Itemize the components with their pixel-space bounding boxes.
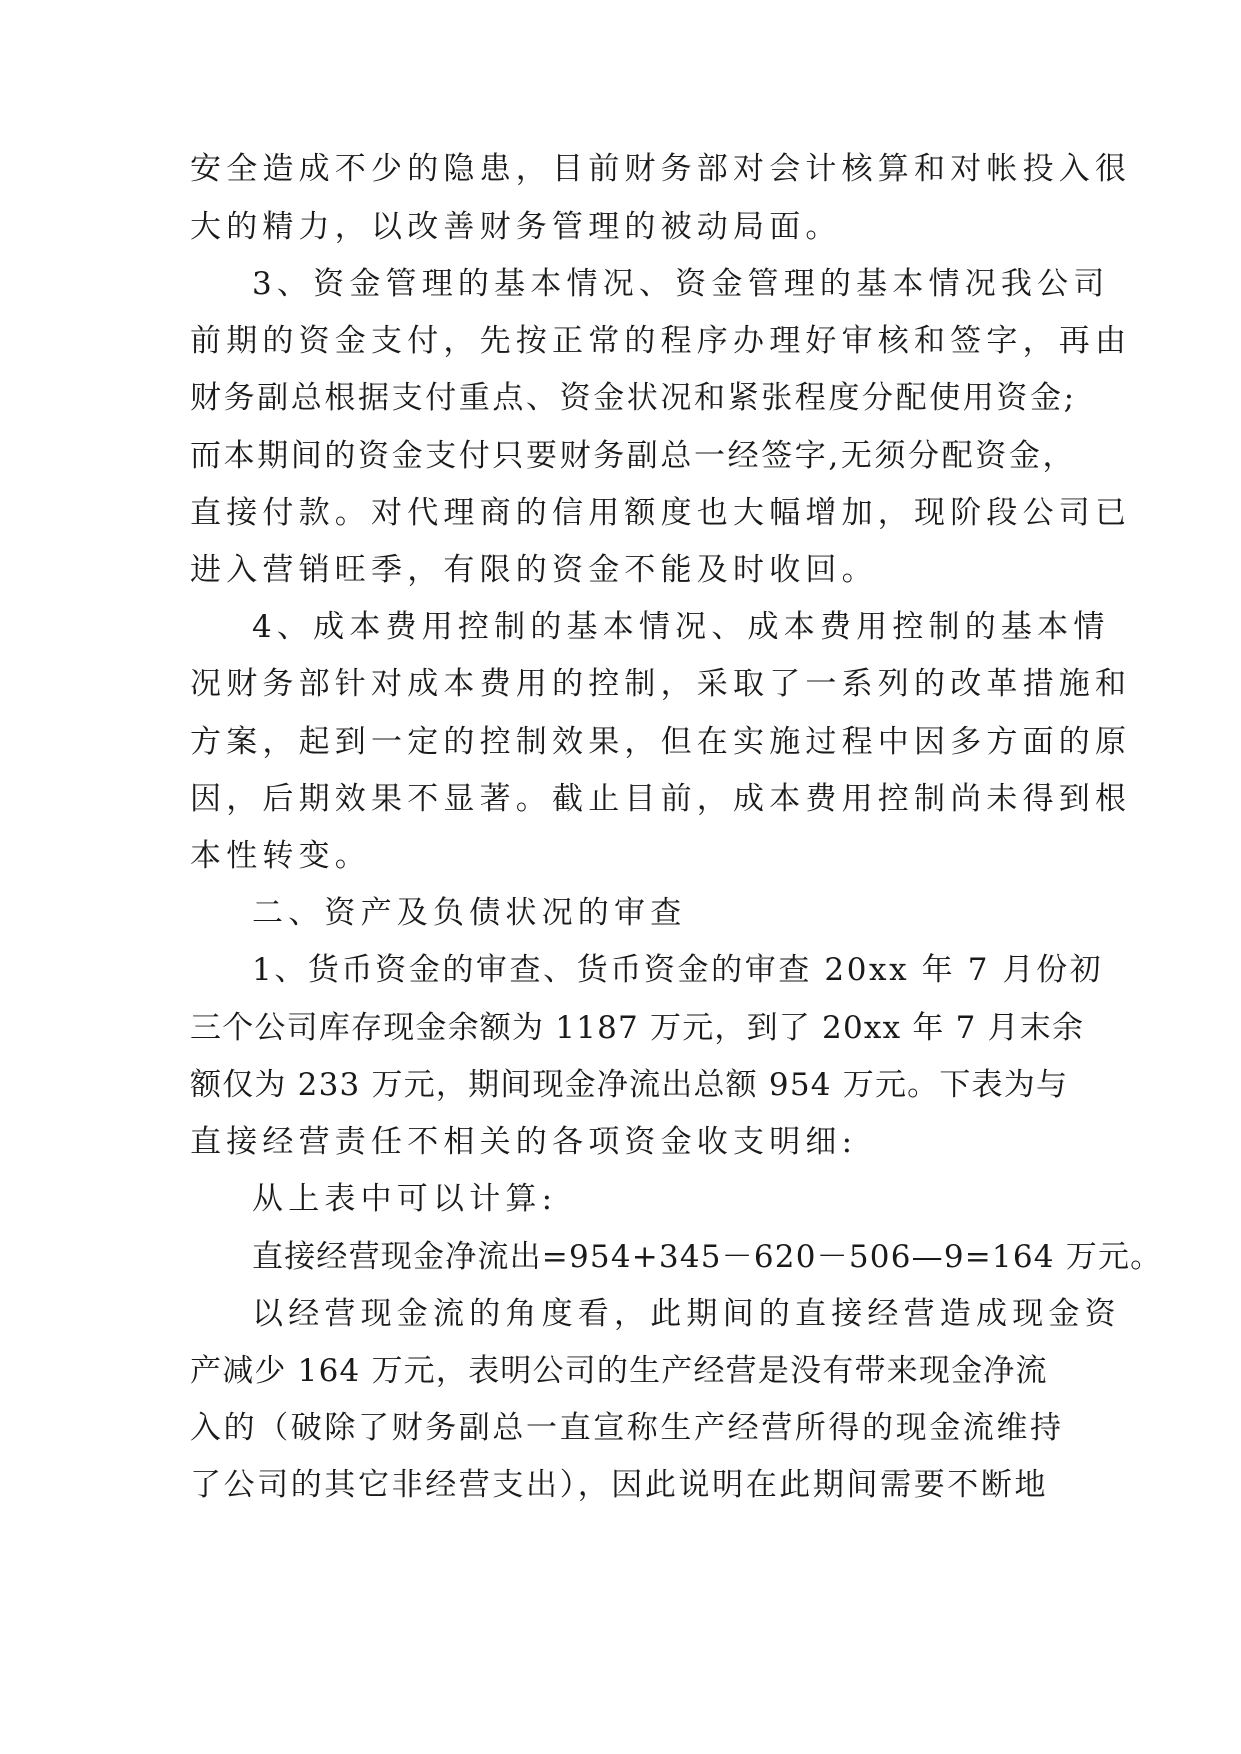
text-line-7: 直接付款。对代理商的信用额度也大幅增加，现阶段公司已 [190,495,1132,531]
text-line-2: 大的精力，以改善财务管理的被动局面。 [190,209,842,245]
text-line-3: 3、资金管理的基本情况、资金管理的基本情况我公司 [252,266,1110,302]
text-line-21: 以经营现金流的角度看，此期间的直接经营造成现金资 [252,1296,1121,1332]
text-line-12: 因，后期效果不显著。截止目前，成本费用控制尚未得到根 [190,781,1132,817]
text-line-16: 三个公司库存现金余额为 1187 万元，到了 20xx 年 7 月末余 [190,1010,1085,1046]
text-line-1: 安全造成不少的隐患，目前财务部对会计核算和对帐投入很 [190,151,1132,187]
text-line-9: 4、成本费用控制的基本情况、成本费用控制的基本情 [252,609,1110,645]
text-line-23: 入的（破除了财务副总一直宣称生产经营所得的现金流维持 [190,1410,1064,1446]
text-line-8: 进入营销旺季，有限的资金不能及时收回。 [190,552,878,588]
text-line-10: 况财务部针对成本费用的控制，采取了一系列的改革措施和 [190,666,1132,702]
text-line-4: 前期的资金支付，先按正常的程序办理好审核和签字，再由 [190,323,1132,359]
text-line-24: 了公司的其它非经营支出），因此说明在此期间需要不断地 [190,1467,1049,1503]
formula-line: 直接经营现金净流出=954+345－620－506—9=164 万元。 [252,1239,1163,1275]
text-line-13: 本性转变。 [190,838,371,874]
text-line-5: 财务副总根据支付重点、资金状况和紧张程度分配使用资金; [190,380,1077,416]
text-line-11: 方案，起到一定的控制效果，但在实施过程中因多方面的原 [190,724,1132,760]
text-line-6: 而本期间的资金支付只要财务副总一经签字,无须分配资金， [190,438,1077,474]
text-line-18: 直接经营责任不相关的各项资金收支明细: [190,1124,858,1160]
section-heading: 二、资产及负债状况的审查 [252,895,687,931]
text-line-19: 从上表中可以计算: [252,1181,558,1217]
text-line-17: 额仅为 233 万元，期间现金净流出总额 954 万元。下表为与 [190,1067,1069,1103]
text-line-22: 产减少 164 万元，表明公司的生产经营是没有带来现金净流 [190,1353,1048,1389]
text-line-15: 1、货币资金的审查、货币资金的审查 20xx 年 7 月份初 [252,952,1104,988]
